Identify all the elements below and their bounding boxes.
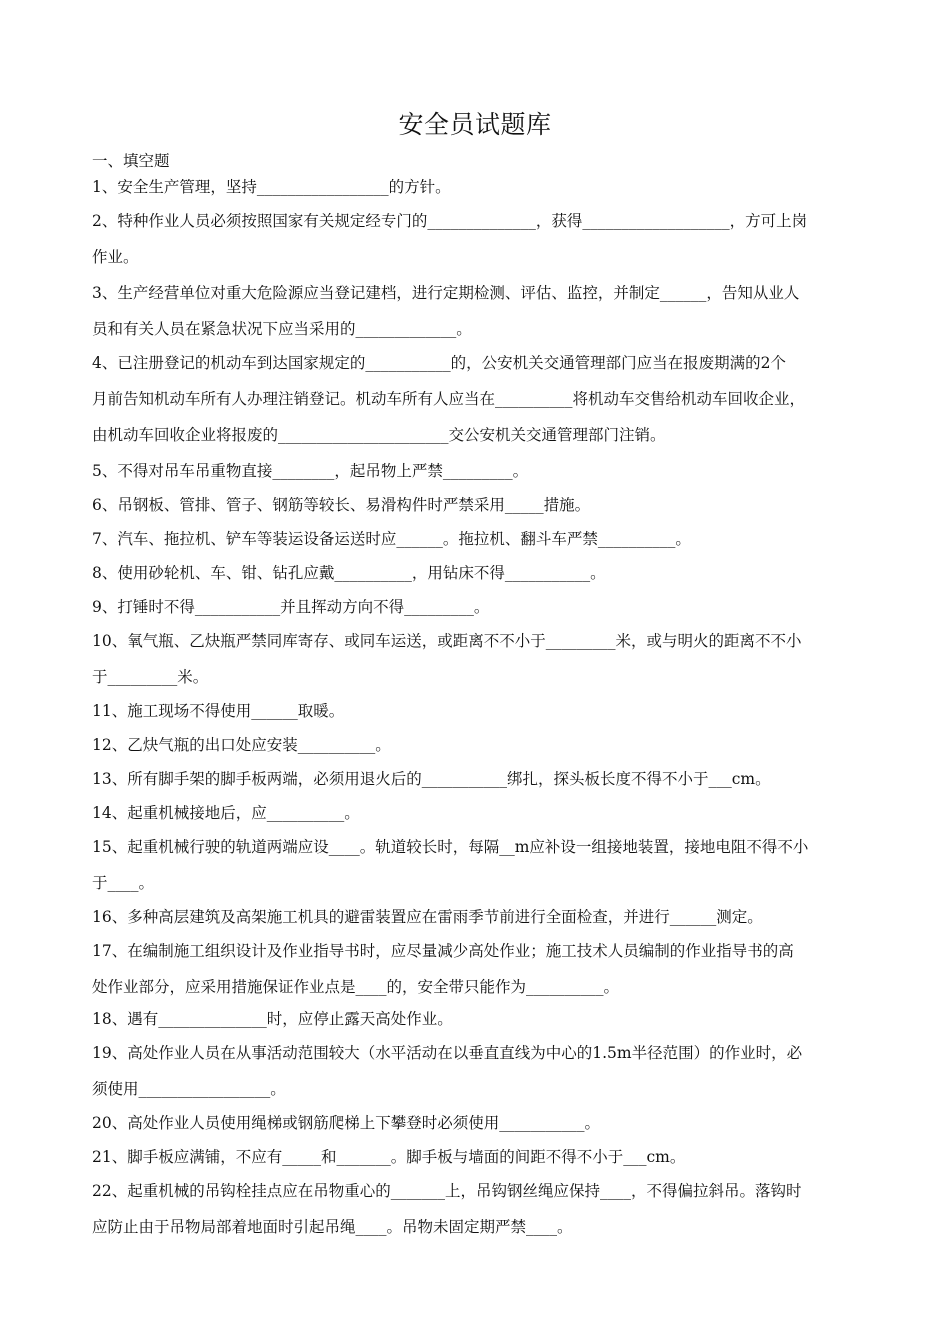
question-q16 (92, 906, 872, 928)
question-line: 须使用_________________。 (92, 1080, 286, 1098)
question-line: 8、使用砂轮机、车、钳、钻孔应戴__________，用钻床不得___________。 (92, 564, 606, 582)
question-line: 7、汽车、拖拉机、铲车等装运设备运送时应______。拖拉机、翻斗车严禁__________。 (92, 530, 691, 548)
question-q20 (92, 1112, 872, 1134)
question-line: 4、已注册登记的机动车到达国家规定的___________的，公安机关交通管理部门应当在报废期满的2个 (92, 354, 786, 372)
question-line: 9、打锤时不得___________并且挥动方向不得_________。 (92, 598, 490, 616)
question-line: 11、施工现场不得使用______取暖。 (92, 702, 345, 720)
question-line: 应防止由于吊物局部着地面时引起吊绳____。吊物未固定期严禁____。 (92, 1218, 573, 1236)
question-q14 (92, 802, 872, 824)
question-q5 (92, 460, 872, 482)
question-line: 作业。 (92, 248, 139, 266)
question-q11 (92, 700, 872, 722)
question-line: 14、起重机械接地后，应__________。 (92, 804, 360, 822)
question-q15 (92, 836, 872, 894)
question-q18 (92, 1008, 872, 1030)
question-line: 16、多种高层建筑及高架施工机具的避雷装置应在雷雨季节前进行全面检查，并进行______测定。 (92, 908, 763, 926)
question-line: 21、脚手板应满铺，不应有_____和_______。脚手板与墙面的间距不得不小于___cm。 (92, 1148, 686, 1166)
question-line: 20、高处作业人员使用绳梯或钢筋爬梯上下攀登时必须使用___________。 (92, 1114, 600, 1132)
question-line: 1、安全生产管理，坚持_________________的方针。 (92, 178, 451, 196)
question-q2 (92, 210, 872, 268)
question-line: 于_________米。 (92, 668, 209, 686)
question-line: 19、高处作业人员在从事活动范围较大（水平活动在以垂直直线为中心的1.5m半径范围）的作业时，必 (92, 1044, 803, 1062)
question-line: 22、起重机械的吊钩栓挂点应在吊物重心的_______上，吊钩钢丝绳应保持____，不得偏拉斜吊。落钩时 (92, 1182, 802, 1200)
question-line: 10、氧气瓶、乙炔瓶严禁同库寄存、或同车运送，或距离不不小于_________米，或与明火的距离不不小 (92, 632, 802, 650)
question-q9 (92, 596, 872, 618)
question-q6 (92, 494, 872, 516)
question-line: 2、特种作业人员必须按照国家有关规定经专门的______________，获得___________________，方可上岗 (92, 212, 808, 230)
question-q12 (92, 734, 872, 756)
question-line: 17、在编制施工组织设计及作业指导书时，应尽量减少高处作业；施工技术人员编制的作业指导书的高 (92, 942, 794, 960)
section-heading: 一、填空题 (92, 152, 170, 170)
question-line: 15、起重机械行驶的轨道两端应设____。轨道较长时，每隔__m应补设一组接地装置，接地电阻不得不小 (92, 838, 809, 856)
question-q7 (92, 528, 872, 550)
question-q22 (92, 1180, 872, 1238)
question-q1 (92, 176, 872, 198)
question-line: 18、遇有______________时，应停止露天高处作业。 (92, 1010, 453, 1028)
question-line: 月前告知机动车所有人办理注销登记。机动车所有人应当在__________将机动车交售给机动车回收企业， (92, 390, 806, 408)
question-line: 于____。 (92, 874, 155, 892)
question-line: 处作业部分，应采用措施保证作业点是____的，安全带只能作为__________。 (92, 978, 620, 996)
question-q4 (92, 352, 872, 446)
question-q3 (92, 282, 872, 340)
question-line: 5、不得对吊车吊重物直接________，起吊物上严禁_________。 (92, 462, 529, 480)
question-line: 3、生产经营单位对重大危险源应当登记建档，进行定期检测、评估、监控，并制定______，告知从业人 (92, 284, 800, 302)
question-q13 (92, 768, 872, 790)
question-q8 (92, 562, 872, 584)
question-line: 员和有关人员在紧急状况下应当采用的_____________。 (92, 320, 472, 338)
question-line: 6、吊钢板、管排、管子、钢筋等较长、易滑构件时严禁采用_____措施。 (92, 496, 591, 514)
question-line: 13、所有脚手架的脚手板两端，必须用退火后的___________绑扎，探头板长度不得不小于___cm。 (92, 770, 771, 788)
question-q17 (92, 940, 872, 998)
question-line: 由机动车回收企业将报废的______________________交公安机关交通管理部门注销。 (92, 426, 666, 444)
question-q21 (92, 1146, 872, 1168)
question-line: 12、乙炔气瓶的出口处应安装__________。 (92, 736, 391, 754)
question-q19 (92, 1042, 872, 1100)
document-title: 安全员试题库 (398, 110, 552, 139)
question-q10 (92, 630, 872, 688)
